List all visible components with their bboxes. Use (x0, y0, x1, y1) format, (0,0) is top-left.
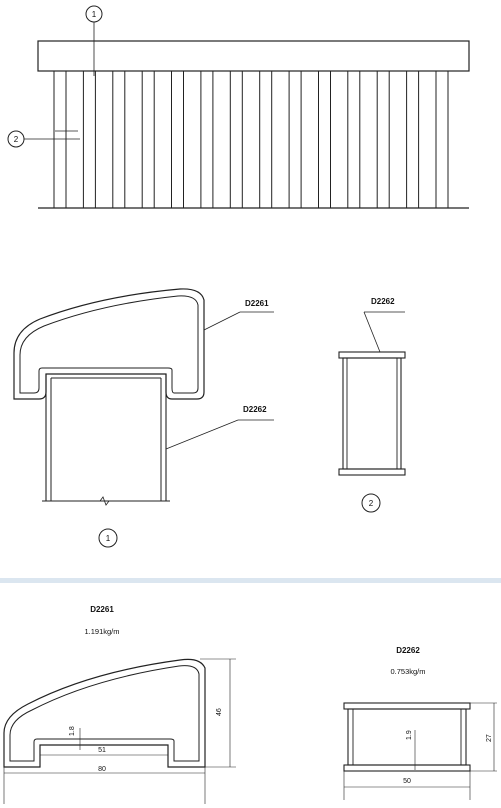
baluster (113, 71, 125, 208)
baluster (407, 71, 419, 208)
baluster (83, 71, 95, 208)
profile-d2262-weight: 0.753kg/m (390, 667, 426, 676)
baluster (142, 71, 154, 208)
baluster-group (54, 71, 448, 208)
railing-elevation (8, 6, 469, 208)
baluster (172, 71, 184, 208)
section-1-caption: 1 (105, 534, 111, 543)
sheet-divider (0, 578, 501, 583)
section-2-tube-inner (347, 358, 397, 469)
profile-d2261 (4, 605, 236, 804)
callout-1-label: 1 (91, 10, 97, 19)
dim-1-8-label: 1.8 (69, 726, 76, 736)
baluster (230, 71, 242, 208)
dim-51-label: 51 (98, 747, 106, 754)
profile-d2261-weight: 1.191kg/m (84, 627, 120, 636)
leader-d2261 (204, 312, 240, 330)
section-1-baluster-code: D2262 (243, 405, 267, 414)
dim-1-9-label: 1.9 (406, 730, 413, 740)
profile-d2262 (344, 646, 497, 800)
section-1-detail (14, 289, 274, 547)
dim-80-label: 80 (98, 766, 106, 773)
baluster (436, 71, 448, 208)
profile-d2262-code: D2262 (396, 646, 420, 655)
baluster (201, 71, 213, 208)
dim-27-label: 27 (486, 734, 493, 742)
baluster (348, 71, 360, 208)
section-2-baluster-code: D2262 (371, 297, 395, 306)
section-2-detail (339, 297, 405, 512)
baluster (260, 71, 272, 208)
handrail-top (38, 41, 469, 71)
leader-section-2 (364, 312, 380, 352)
section-2-caption: 2 (368, 499, 374, 508)
section-2-top-flange (339, 352, 405, 358)
leader-d2262 (166, 420, 238, 449)
baluster (54, 71, 66, 208)
dim-50-label: 50 (403, 778, 411, 785)
baluster (319, 71, 331, 208)
section-2-bottom-flange (339, 469, 405, 475)
section-1-handrail-outer (14, 289, 204, 399)
profile-d2262-bottom-flange (344, 765, 470, 771)
section-1-handrail-code: D2261 (245, 299, 269, 308)
profile-d2262-top-flange (344, 703, 470, 709)
callout-2-label: 2 (13, 135, 19, 144)
profile-d2261-code: D2261 (90, 605, 114, 614)
dim-46-label: 46 (216, 708, 223, 716)
section-2-tube-outer (343, 358, 401, 469)
baluster (377, 71, 389, 208)
baluster (289, 71, 301, 208)
